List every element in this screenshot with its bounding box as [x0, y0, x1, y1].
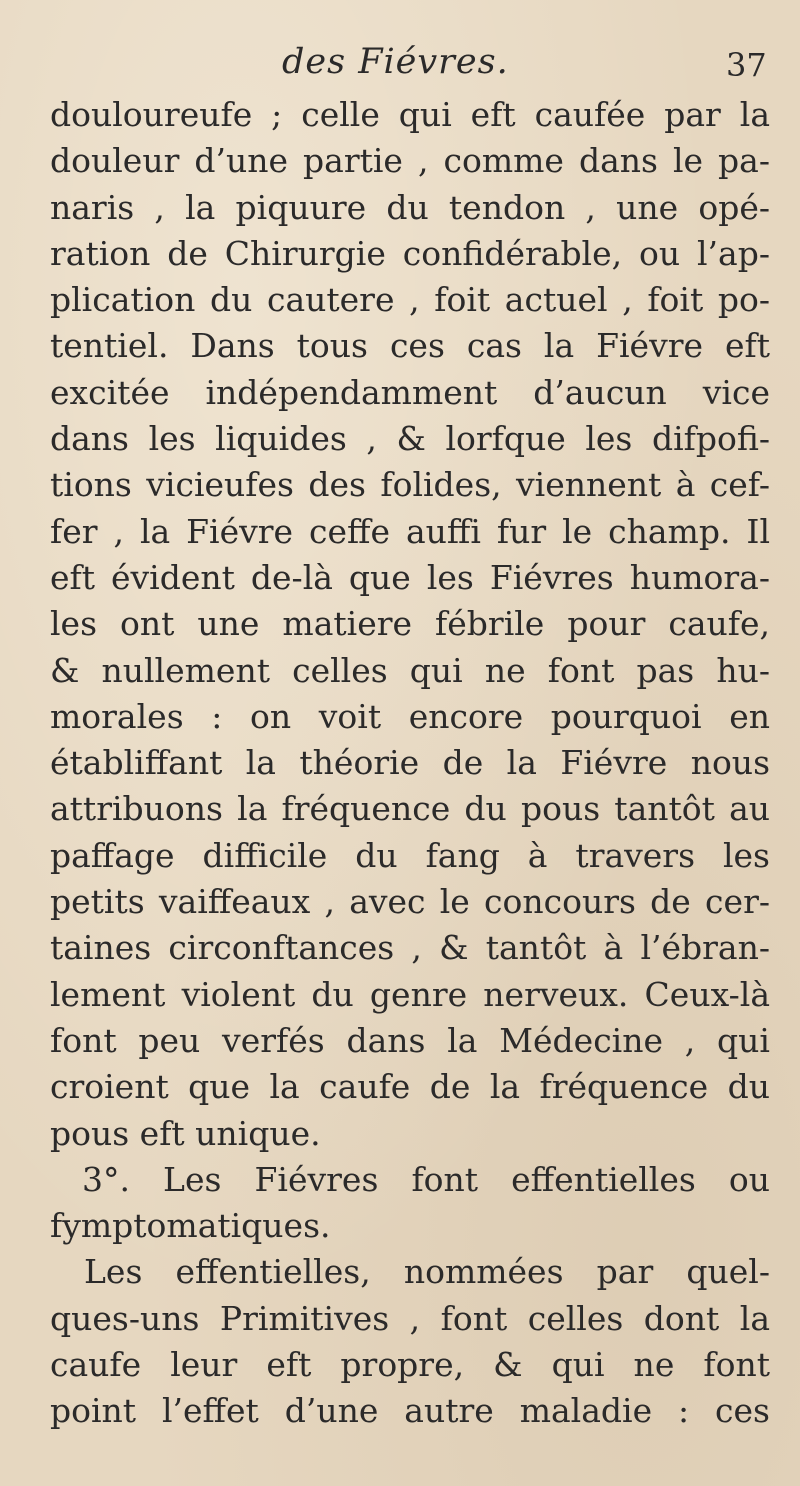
body-text [50, 92, 770, 1435]
text-line: ques-uns Primitives , font celles dont la [50, 1298, 770, 1338]
paragraph-end-line: pous eft unique. [50, 1113, 321, 1153]
text-line: caufe leur eft propre, & qui ne font [50, 1345, 770, 1385]
page-number: 37 [726, 46, 767, 84]
text-line: paffage difficile du fang à travers les [50, 835, 770, 875]
text-line: établiffant la théorie de la Fiévre nous [50, 743, 770, 783]
text-line: douleur d’une partie , comme dans le pa- [50, 141, 770, 181]
text-line: naris , la piquure du tendon , une opé- [50, 187, 770, 227]
text-line: lement violent du genre nerveux. Ceux-là [50, 974, 770, 1014]
text-line: font peu verfés dans la Médecine , qui [50, 1020, 770, 1060]
text-line: taines circonftances , & tantôt à l’ébran- [50, 928, 770, 968]
text-line: & nullement celles qui ne font pas hu- [50, 650, 770, 690]
text-line: morales : on voit encore pourquoi en [50, 696, 770, 736]
text-line: ration de Chirurgie confidérable, ou l’ap- [50, 233, 770, 273]
text-line: les ont une matiere fébrile pour caufe, [50, 604, 770, 644]
text-line: attribuons la fréquence du pous tantôt au [50, 789, 770, 829]
text-line: douloureufe ; celle qui eft caufée par la [50, 95, 770, 134]
text-line: eft évident de-là que les Fiévres humora- [50, 557, 770, 597]
text-line: croient que la caufe de la fréquence du [50, 1067, 770, 1107]
section-heading-line: 3°. Les Fiévres font effentielles ou [82, 1159, 770, 1199]
page-header [0, 42, 800, 92]
text-line: petits vaiffeaux , avec le concours de cer- [50, 882, 770, 922]
section-heading-end-line: fymptomatiques. [50, 1206, 331, 1246]
text-line: tentiel. Dans tous ces cas la Fiévre eft [50, 326, 770, 366]
text-line: plication du cautere , foit actuel , foit po- [50, 280, 770, 320]
text-line: fer , la Fiévre ceffe auffi fur le champ. Il [50, 511, 770, 551]
text-line: tions vicieufes des folides, viennent à cef- [50, 465, 770, 505]
text-line: point l’effet d’une autre maladie : ces [50, 1391, 770, 1431]
text-line: dans les liquides , & lorfque les difpofi- [50, 419, 770, 459]
running-title: des Fiévres. [282, 42, 509, 82]
text-line: excitée indépendamment d’aucun vice [50, 372, 770, 412]
paragraph-start-line: Les effentielles, nommées par quel- [84, 1252, 770, 1292]
